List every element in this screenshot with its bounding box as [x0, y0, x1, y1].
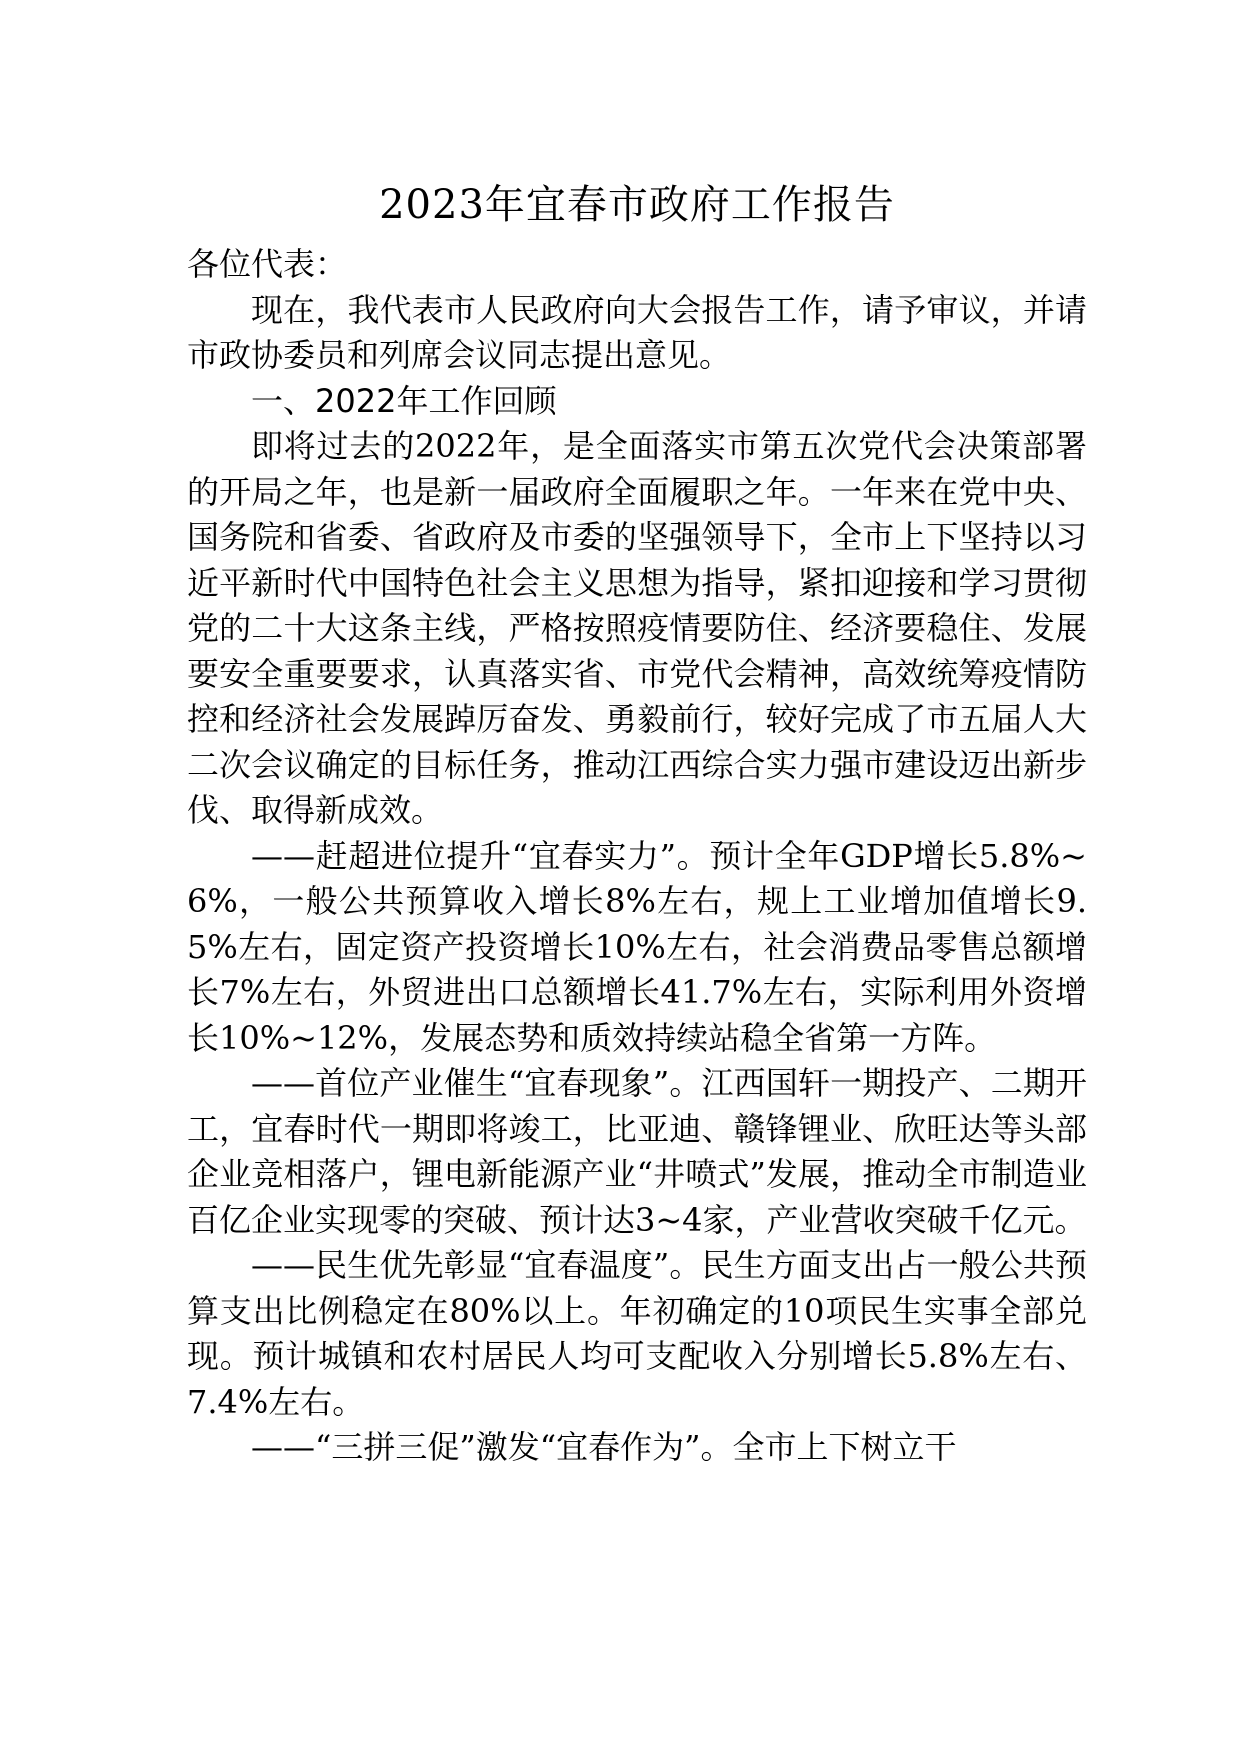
section-heading: 一、2022年工作回顾: [251, 381, 557, 420]
phenomenon-paragraph: ——首位产业催生“宜春现象”。江西国轩一期投产、二期开工，宜春时代一期即将竣工，比亚迪、赣锋锂业、欣旺达等头部企业竞相落户，锂电新能源产业“井喷式”发展，推动全市制造业百亿企业实现零的突破、预计达3~4家，产业营收突破千亿元。: [187, 1064, 1087, 1239]
salutation: 各位代表：: [187, 245, 348, 283]
warmth-paragraph: ——民生优先彰显“宜春温度”。民生方面支出占一般公共预算支出比例稳定在80%以上。年初确定的10项民生实事全部兑现。预计城镇和农村居民人均可支配收入分别增长5.8%左右、7.4%左右。: [187, 1246, 1087, 1421]
strength-paragraph: ——赶超进位提升“宜春实力”。预计全年GDP增长5.8%~6%，一般公共预算收入增长8%左右，规上工业增加值增长9.5%左右，固定资产投资增长10%左右，社会消费品零售总额增长7%左右，外贸进出口总额增长41.7%左右，实际利用外资增长10%~12%，发展态势和质效持续站稳全省第一方阵。: [187, 836, 1087, 1057]
report-title: 2023年宜春市政府工作报告: [379, 182, 895, 228]
intro-paragraph: 现在，我代表市人民政府向大会报告工作，请予审议，并请市政协委员和列席会议同志提出意见。: [187, 290, 1087, 374]
report-page: [187, 170, 1087, 1471]
overview-paragraph: 即将过去的2022年，是全面落实市第五次党代会决策部署的开局之年，也是新一届政府全面履职之年。一年来在党中央、国务院和省委、省政府及市委的坚强领导下，全市上下坚持以习近平新时代中国特色社会主义思想为指导，紧扣迎接和学习贯彻党的二十大这条主线，严格按照疫情要防住、经济要稳住、发展要安全重要要求，认真落实省、市党代会精神，高效统筹疫情防控和经济社会发展踔厉奋发、勇毅前行，较好完成了市五届人大二次会议确定的目标任务，推动江西综合实力强市建设迈出新步伐、取得新成效。: [187, 427, 1087, 829]
action-paragraph: ——“三拼三促”激发“宜春作为”。全市上下树立干: [251, 1428, 957, 1466]
